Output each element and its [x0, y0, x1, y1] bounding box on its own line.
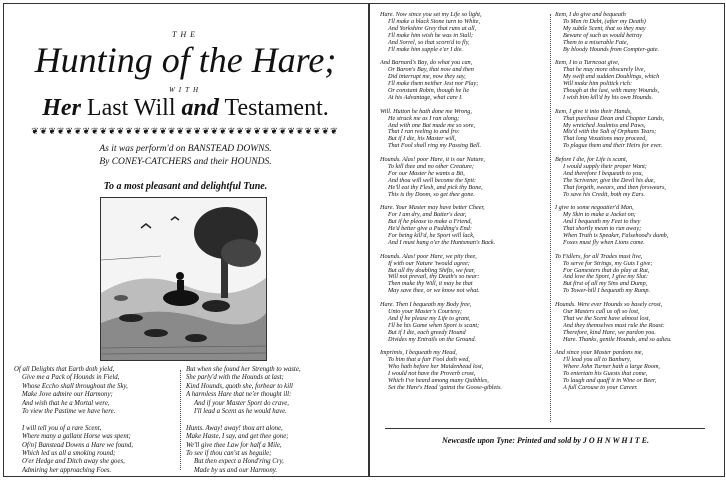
verse-line: I'll lead you all to Banbury,	[563, 356, 632, 364]
verse-line: To plague them and their Heirs for ever.	[563, 142, 663, 150]
verse-line: That Fool shall ring my Passing Bell.	[388, 142, 481, 150]
verse-line: And thou will well become the Spit:	[388, 176, 476, 184]
verse-line: And if he please my Life to grant,	[388, 314, 471, 322]
verse-line: Of all Delights that Earth doth yield,	[14, 366, 115, 373]
verse-line: To him that a fair Fool doth wed,	[388, 356, 470, 364]
footer-rule	[385, 428, 705, 429]
verse-line: The Scrivener, give the Devil his due,	[563, 176, 656, 184]
verse-column-left-a	[14, 366, 176, 475]
verse-line: Hounds. Alas! poor Hare, it is our Nature,	[380, 156, 485, 164]
verse-line: And Yorkshire Grey that runs at all,	[388, 24, 477, 32]
title-last-will: Last Will	[86, 95, 176, 121]
verse-line: Hounds. Alas! poor Hare, we pity thee,	[380, 252, 477, 260]
verse-line: To Men in Debt, (after my Death)	[563, 17, 646, 25]
verse-line: Item, I give it into their Hands,	[555, 107, 632, 115]
verse-line: Hare. Then I bequeath my Body free,	[380, 301, 472, 309]
verse-line: He struck me as I ran along;	[388, 114, 460, 122]
verse-line: But if I die, his Master will,	[388, 135, 457, 143]
verse-line: Did interrupt me, now they say,	[388, 73, 466, 81]
title-line-1: Hunting of the Hare;	[34, 40, 337, 80]
verse-line: For Gamesters that do play at Rut,	[563, 266, 650, 274]
verse-line: And if your Master Sport do crave,	[194, 399, 289, 407]
verse-line: Whose Eccho shall throughout the Sky,	[22, 382, 128, 390]
verse-line: A harmless Hare that ne'er thought ill:	[186, 391, 292, 399]
verse-line: And therefore I bequeath to you,	[563, 169, 643, 177]
verse-line: To Fidlers, for all Trades must live,	[555, 252, 643, 260]
title-with: WITH	[168, 86, 203, 94]
verse-line: We'll give thee Law for half a Mile,	[186, 441, 282, 449]
verse-column-left-b	[186, 366, 362, 475]
verse-line: I'll make him supple e'er I die.	[388, 45, 463, 53]
verse-line: That he may more obscurely live,	[563, 66, 646, 74]
verse-line: By bloody Hounds from Compter-gate.	[563, 45, 660, 53]
column-divider	[180, 370, 181, 470]
verse-line: But then expect a Hond'ring Cry,	[194, 458, 284, 466]
verse-line: That we the Scent have almost lost,	[563, 314, 651, 322]
verse-line: Will make him politick rich:	[563, 80, 633, 88]
verse-line: To kill thee and no other Creature;	[388, 162, 474, 170]
imprint-printer: J O H N W H I T E.	[582, 436, 649, 445]
title-and: and	[181, 95, 219, 121]
verse-line: My swift and sudden Doublings, which	[563, 73, 660, 81]
verse-line: My Skin to make a Jacket on;	[563, 211, 636, 219]
verse-line: To view the Pastime we have here.	[22, 408, 116, 416]
verse-line: Or constant Robin, though he lie	[388, 86, 470, 94]
verse-line: I wish him kill'd by his own Hounds.	[563, 93, 654, 101]
verse-line: But when she found her Strength to waste,	[186, 366, 301, 373]
verse-line: Made by us and our Harmony.	[194, 466, 278, 474]
imprint-place: Newcastle upon Tyne: Printed and sold by	[442, 436, 583, 445]
verse-line: And with one Bat made me so sore,	[388, 121, 476, 129]
title-line-2	[3, 94, 368, 122]
verse-line: And Barnard's Bay, do what you can,	[380, 59, 473, 67]
verse-line: Unto your Master's Courtesy;	[388, 307, 463, 315]
verse-line: To see if thou can'st us beguile;	[186, 450, 272, 458]
verse-line	[14, 416, 176, 424]
verse-column-right-b	[555, 12, 720, 392]
verse-line: That purchase Dean and Chapter Lands,	[563, 114, 665, 122]
verse-line: Then make thy Will, it may be that	[388, 280, 473, 288]
verse-line: I give to some negoatier'd Man,	[555, 204, 634, 212]
verse-line: Will not prevail, thy Death's so near:	[388, 273, 480, 281]
title-testament: Testament.	[224, 95, 329, 121]
verse-line: This is thy Doom, so get thee gone.	[388, 190, 475, 198]
ornament-divider: ❦❦❦❦❦❦❦❦❦❦❦❦❦❦❦❦❦❦❦❦❦❦❦❦❦❦❦❦❦❦❦❦❦❦❦❦	[31, 126, 339, 136]
verse-line: Of/n] Banstead Downs a Hare we found,	[22, 441, 133, 449]
imprint	[368, 436, 723, 445]
verse-line: If with our Nature 'twould agree;	[388, 259, 470, 267]
verse-line: Where John Turner hath a large Room,	[563, 363, 660, 371]
verse-line: That long Vexations may proceed,	[563, 135, 647, 143]
verse-line: Give me a Pack of Hounds in Field,	[22, 374, 120, 382]
verse-line: Make Haste, I say, and get thee gone;	[186, 433, 289, 441]
verse-line: To laugh and quaff it in Wine or Beer,	[563, 377, 657, 385]
verse-line: Make Jove admire our Harmony;	[22, 391, 113, 399]
verse-line: That shortly mean to run away;	[563, 225, 642, 233]
verse-line: But first of all my Sins and Dump,	[563, 280, 648, 288]
verse-line: To save his Credit, both my Ears.	[563, 190, 646, 198]
verse-line: A full Carouse to your Career.	[563, 383, 638, 391]
verse-line: Who hath before her Maidenhead lost,	[388, 363, 484, 371]
verse-line: Beware of such as would betray	[563, 31, 642, 39]
verse-line: Where many a gallant Horse was spent;	[22, 433, 131, 441]
verse-line: Or Baron's Bay, that now and then	[388, 66, 474, 74]
verse-line: But if I die, each greedy Hound	[388, 328, 466, 336]
verse-line: Set the Hare's Head 'gainst the Goose-giblets.	[388, 383, 502, 391]
verse-line: Item, I to a Turncoat give,	[555, 59, 620, 67]
verse-line: Before I die, for Life is scant,	[555, 156, 628, 164]
verse-line: And since your Master pardons me,	[555, 349, 644, 357]
verse-line	[186, 416, 362, 424]
verse-line: O'er Hedge and Ditch away she goes,	[22, 458, 125, 466]
column-divider	[550, 14, 551, 422]
verse-line: And they themselves must rule the Roast:	[563, 321, 665, 329]
verse-line: Hunts. Away! away! thou art alone,	[186, 424, 283, 432]
verse-line: Which led us all a smoking round;	[22, 450, 116, 458]
verse-line: Will. Hutton he hath done me Wrong,	[380, 107, 472, 115]
verse-line: For our Master he wants a Bit,	[388, 169, 465, 177]
verse-line: She parly'd with the Hounds at last;	[186, 374, 284, 382]
verse-line: And wish that he a Mortal were,	[22, 399, 110, 407]
verse-line: He'd better give a Pudding's End:	[388, 225, 472, 233]
tune-line: To a most pleasant and delightful Tune.	[103, 181, 268, 192]
verse-line: At his Advantage, what care I.	[388, 93, 463, 101]
verse-line: Divides my Entrails on the Ground.	[388, 335, 477, 343]
verse-line: I would not have the Proverb crost,	[388, 370, 476, 378]
verse-line: To serve for Strings, my Guts I give;	[563, 259, 653, 267]
verse-line: I'll lead a Scent as he would have.	[194, 408, 287, 416]
verse-line: And Sorrel, so that scorn'd to fly,	[388, 38, 470, 46]
verse-line: Item, I do give and bequeath	[555, 11, 626, 18]
verse-line: Our Masters call us oft so lost,	[563, 307, 640, 315]
subtitle-line-2: By CONEY-CATCHERS and their HOUNDS.	[99, 157, 272, 167]
verse-line: To entertain his Guests that come,	[563, 370, 648, 378]
verse-line: And I must hang o'er the Huntsman's Back.	[388, 238, 496, 246]
title-the: THE	[171, 30, 200, 39]
verse-line: And I bequeath my Feet to they	[563, 218, 641, 226]
verse-line: Admiring her approaching Foes.	[22, 466, 112, 474]
verse-line: I'll be his Game when Sport is scant;	[388, 321, 480, 329]
verse-line: But all thy doubling Shifts, we fear,	[388, 266, 475, 274]
verse-line: When Truth is Speaker, Falsehood's dumb,	[563, 232, 669, 239]
verse-line: May save thee, or we know not what.	[388, 287, 480, 295]
title-her: Her	[42, 95, 81, 121]
verse-line: Therefore, kind Hare, we pardon you.	[563, 328, 656, 336]
verse-column-right-a	[380, 12, 550, 392]
verse-line: I would supply their proper Want;	[563, 162, 647, 170]
verse-line: Though at the last, with many Wounds,	[563, 86, 660, 94]
verse-line: Foxes must fly when Lions come.	[563, 238, 645, 246]
verse-line: Them to a miserable Fate,	[563, 38, 629, 46]
verse-line: Hare. Your Master may have better Cheer,	[380, 204, 485, 212]
woodcut-image	[100, 197, 267, 361]
verse-line: For I am dry, and Butter's dear,	[388, 211, 467, 219]
verse-line: For being kill'd, he Sport will lack,	[388, 232, 475, 239]
verse-line: My wretched Joulmiss and Paws,	[563, 121, 646, 129]
woodcut-illustration	[101, 198, 266, 360]
verse-line: That forgeth, swears, and then forswears,	[563, 183, 666, 191]
verse-line: My subtle Scent, that so they may	[563, 24, 646, 32]
verse-line: I will tell you of a rare Scent,	[22, 424, 102, 432]
subtitle-line-1: As it was perform'd on BANSTEAD DOWNS.	[99, 144, 272, 154]
verse-line: Mix'd with the Salt of Orphans Tears;	[563, 128, 657, 136]
verse-line: Hounds. Were ever Hounds so basely crost,	[555, 301, 663, 309]
verse-line: To Tower-hill I bequeath my Rump.	[563, 287, 651, 295]
verse-line: I'll make a black Stone turn to White,	[388, 17, 481, 25]
verse-line: That I ran reeling to and fro:	[388, 128, 460, 136]
verse-line: Kind Hounds, quoth she, forbear to kill	[186, 382, 293, 390]
verse-line: Hare. Thanks, gentle Hounds, and so adieu.	[563, 335, 672, 343]
verse-line: Which I've heard among many Quibbles,	[388, 377, 489, 385]
verse-line: Hare. Now since you set my Life so light,	[380, 11, 482, 18]
verse-line: And love the Sport, I give my Slut:	[563, 273, 648, 281]
verse-line: But if he please to make a Friend,	[388, 218, 472, 226]
verse-line: I'll make them neither Jest nor Play;	[388, 80, 479, 88]
verse-line: He'll eat thy Flesh, and pick thy Bone,	[388, 183, 483, 191]
verse-line: Imprimis, I bequeath my Head,	[380, 349, 457, 357]
verse-line: I'll make him wish he was in Stall;	[388, 31, 474, 39]
